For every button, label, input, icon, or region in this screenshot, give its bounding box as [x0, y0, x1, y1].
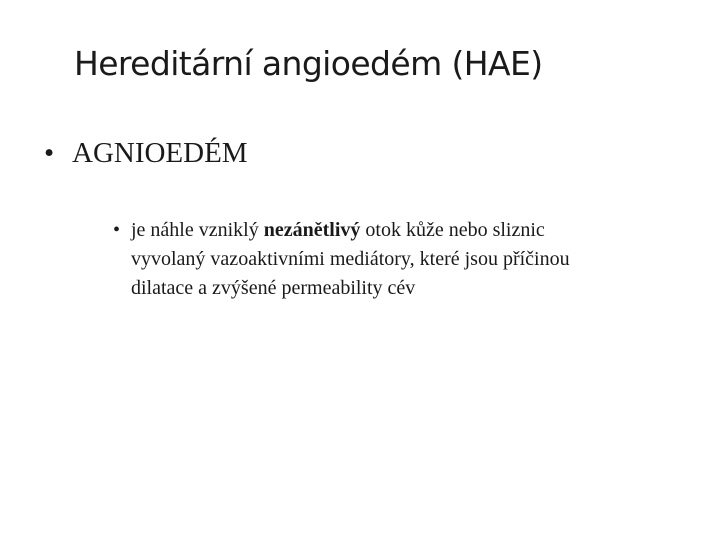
text-line-1: [131, 216, 693, 245]
bold-term: nezánětlivý: [263, 219, 361, 241]
bullet-level1-text: AGNIOEDÉM: [72, 137, 248, 169]
text-segment: je náhle vzniklý: [131, 219, 264, 241]
bullet-level2-text: [131, 216, 693, 303]
text-line-2: vyvolaný vazoaktivními mediátory, které jsou příčinou: [131, 248, 570, 270]
slide-title: Hereditární angioedém (HAE): [74, 44, 543, 83]
text-line-3: dilatace a zvýšené permeability cév: [131, 277, 416, 299]
bullet-level1: [44, 136, 248, 171]
text-segment: otok kůže nebo sliznic: [360, 219, 545, 241]
bullet-level2: [113, 216, 693, 303]
bullet-icon: •: [113, 219, 121, 241]
bullet-icon: •: [44, 137, 55, 169]
